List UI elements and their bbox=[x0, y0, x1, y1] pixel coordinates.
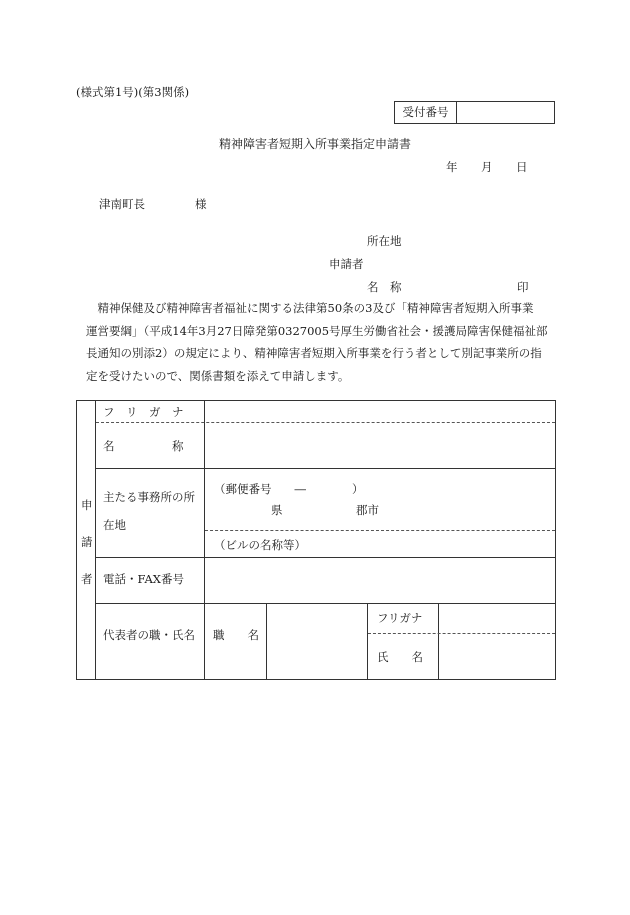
phone-fax-field[interactable] bbox=[205, 558, 555, 603]
furigana-field[interactable] bbox=[205, 401, 555, 422]
seal-mark: 印 bbox=[517, 280, 529, 294]
body-paragraph bbox=[86, 297, 561, 387]
job-title-field[interactable] bbox=[267, 604, 367, 679]
receipt-number-field[interactable] bbox=[457, 102, 554, 123]
phone-fax-label: 電話・FAX番号 bbox=[103, 572, 184, 586]
table-divider bbox=[205, 530, 555, 531]
body-line: 定を受けたいので、関係書類を添えて申請します。 bbox=[86, 368, 350, 383]
receipt-number-label: 受付番号 bbox=[395, 102, 457, 123]
table-divider bbox=[367, 603, 368, 679]
date-year: 年 bbox=[446, 160, 458, 174]
rep-furigana-label: フリガナ bbox=[377, 611, 423, 625]
date-month: 月 bbox=[481, 160, 493, 174]
side-label-char: 申 bbox=[81, 498, 93, 512]
district-label: 郡市 bbox=[356, 503, 379, 517]
furigana-label: フ リ ガ ナ bbox=[103, 405, 184, 419]
rep-name-field[interactable] bbox=[439, 634, 555, 679]
form-number: (様式第1号)(第3関係) bbox=[76, 85, 190, 99]
office-location-label: 主たる事務所の所 bbox=[103, 490, 195, 504]
side-label-char: 者 bbox=[81, 572, 93, 586]
representative-label: 代表者の職・氏名 bbox=[103, 628, 195, 642]
name-label: 名 称 bbox=[103, 439, 184, 453]
side-label-char: 請 bbox=[81, 535, 93, 549]
body-line: 精神保健及び精神障害者福祉に関する法律第50条の3及び「精神障害者短期入所事業 bbox=[86, 301, 534, 315]
receipt-number-box bbox=[394, 101, 555, 124]
document-title: 精神障害者短期入所事業指定申請書 bbox=[219, 137, 412, 151]
date-day: 日 bbox=[516, 160, 528, 174]
applicant-location-label: 所在地 bbox=[367, 234, 402, 248]
job-title-label: 職 名 bbox=[213, 628, 259, 642]
building-name-field[interactable]: （ビルの名称等） bbox=[214, 538, 306, 552]
table-divider bbox=[95, 401, 96, 679]
office-location-label-cont: 在地 bbox=[103, 518, 126, 532]
table-divider bbox=[96, 468, 555, 469]
body-line: 長通知の別添2）の規定により、精神障害者短期入所事業を行う者として別記事業所の指 bbox=[86, 346, 542, 360]
rep-furigana-field[interactable] bbox=[439, 604, 555, 633]
body-line: 運営要綱」（平成14年3月27日障発第0327005号厚生労働省社会・援護局障害保健福祉部 bbox=[86, 323, 548, 338]
prefecture-label: 県 bbox=[271, 503, 283, 517]
rep-name-label: 氏 名 bbox=[377, 650, 423, 664]
postal-code-field[interactable]: （郵便番号 ― ） bbox=[214, 482, 364, 496]
addressee-name: 津南町長 bbox=[99, 197, 145, 211]
name-field[interactable] bbox=[205, 423, 555, 468]
applicant-name-label: 名 称 bbox=[367, 280, 402, 294]
addressee-honorific: 様 bbox=[195, 197, 207, 211]
applicant-label: 申請者 bbox=[329, 257, 364, 271]
applicant-table bbox=[76, 400, 556, 680]
